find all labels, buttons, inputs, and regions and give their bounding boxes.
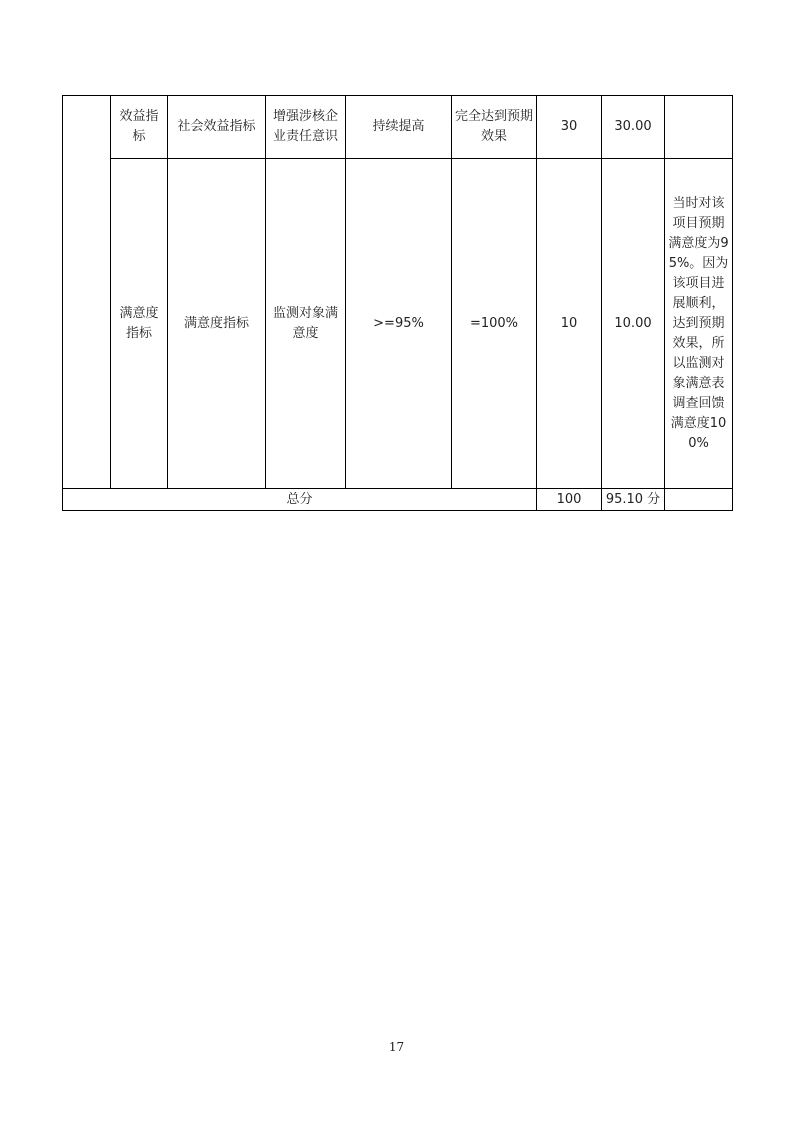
total-row: [63, 489, 733, 511]
reason-cell: 当时对该项目预期满意度为95%。因为该项目进展顺利，达到预期效果，所以监测对象满意表调查回馈满意度100%: [665, 159, 733, 489]
target-cell: 持续提高: [346, 96, 452, 159]
total-reason: [665, 489, 733, 511]
actual-cell: 完全达到预期效果: [452, 96, 537, 159]
indicator-cell: 增强涉核企业责任意识: [266, 96, 346, 159]
total-label: 总分: [63, 489, 537, 511]
score-cell: 10.00: [602, 159, 665, 489]
weight-cell: 10: [537, 159, 602, 489]
table-row: [63, 96, 733, 159]
level3-cell: 满意度指标: [168, 159, 266, 489]
level3-cell: 社会效益指标: [168, 96, 266, 159]
performance-table: [62, 95, 733, 511]
level2-cell: 满意度指标: [111, 159, 168, 489]
actual-cell: =100%: [452, 159, 537, 489]
table-row: [63, 159, 733, 489]
level2-cell: 效益指标: [111, 96, 168, 159]
target-cell: >=95%: [346, 159, 452, 489]
page-number: 17: [388, 1040, 405, 1054]
score-cell: 30.00: [602, 96, 665, 159]
weight-cell: 30: [537, 96, 602, 159]
level1-cell: [63, 96, 111, 489]
indicator-cell: 监测对象满意度: [266, 159, 346, 489]
total-score: 95.10 分: [602, 489, 665, 511]
reason-cell: [665, 96, 733, 159]
total-weight: 100: [537, 489, 602, 511]
